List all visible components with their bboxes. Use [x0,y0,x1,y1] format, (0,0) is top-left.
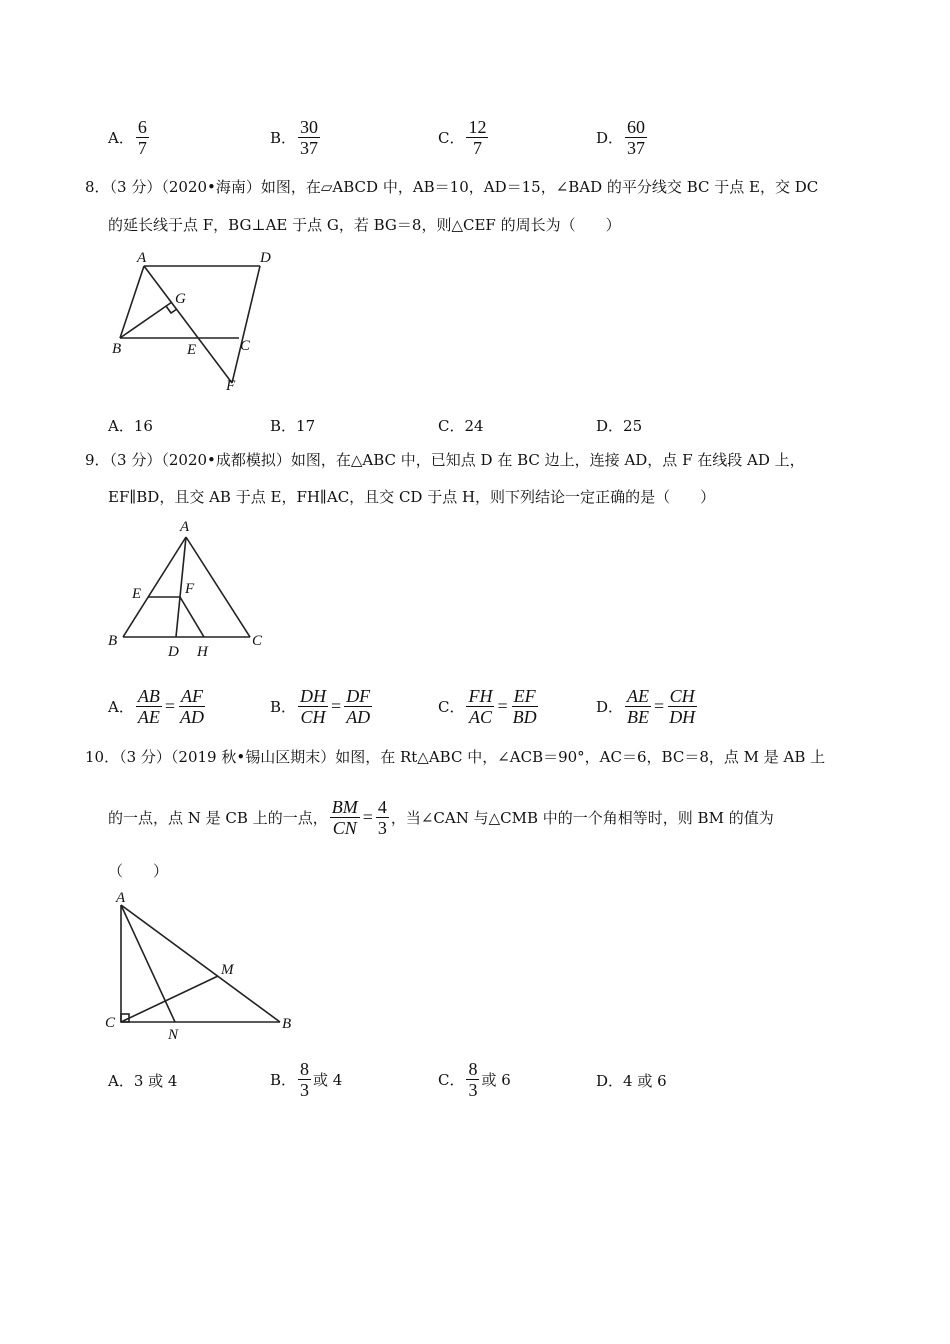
segment-dc-extended [232,266,260,383]
q7-option-b [270,117,322,158]
label-b: B [112,341,122,357]
fraction: $\frac{8}{3}$ [300,1059,310,1100]
q8-stem-line1: 8．（3 分）（2020•海南）如图，在▱ABCD 中，AB＝10，AD＝15，∠BAD 的平分线交 BC 于点 E，交 DC [85,178,819,196]
option-letter: D． [596,417,624,435]
option-letter: B． [270,129,297,147]
fraction: $\frac{AF}{AD}$ [180,686,204,727]
option-text: 25 [623,416,643,435]
option-letter: B． [270,1071,297,1089]
q9-stem-line2: EF∥BD，且交 AB 于点 E，FH∥AC，且交 CD 于点 H，则下列结论一定正确的是（ ） [108,488,716,506]
equals-sign: = [362,807,373,827]
option-letter: D． [596,1072,624,1090]
option-letter: B． [270,417,297,435]
fraction: $\frac{30}{37}$ [300,117,319,158]
q8-option-d [596,415,642,436]
q7-option-a [108,117,151,158]
fraction: $\frac{FH}{AC}$ [468,686,493,727]
label-c: C [252,633,263,649]
q10-stem-line2 [108,797,774,838]
fraction-4-3: $\frac{4}{3}$ [377,797,387,838]
fraction: $\frac{8}{3}$ [468,1059,478,1100]
label-b: B [282,1016,292,1032]
q8-parallelogram-figure [100,245,290,395]
option-letter: B． [270,698,297,716]
q7-option-c [438,117,490,158]
option-letter: C． [438,129,465,147]
q9-option-b [270,686,374,727]
q9-triangle-figure [100,515,275,665]
option-letter: A． [108,417,134,435]
equals-sign: = [497,696,508,716]
q9-stem-line1: 9．（3 分）（2020•成都模拟）如图，在△ABC 中，已知点 D 在 BC 边上，连接 AD，点 F 在线段 AD 上， [85,451,805,469]
option-letter: C． [438,417,465,435]
q10-option-b [270,1059,342,1100]
label-c: C [105,1015,116,1031]
option-letter: A． [108,129,134,147]
label-n: N [168,1027,179,1043]
q8-option-b [270,415,315,436]
q9-option-d [596,686,699,727]
stem-text: 的一点，点 N 是 CB 上的一点， [108,809,328,827]
option-letter: C． [438,1071,465,1089]
label-f: F [185,581,195,597]
segment-an [121,905,175,1022]
equals-sign: = [331,696,342,716]
fraction: $\frac{6}{7}$ [137,117,147,158]
segment-af [144,266,232,383]
q10-option-d [596,1070,667,1091]
segment-ab [120,266,144,338]
fraction: $\frac{12}{7}$ [468,117,487,158]
q8-option-a [108,415,153,436]
equals-sign: = [654,696,665,716]
option-letter: D． [596,129,624,147]
label-c: C [240,338,251,354]
label-d: D [168,644,179,660]
q9-option-a [108,686,208,727]
label-d: D [260,250,271,266]
fraction: $\frac{CH}{DH}$ [669,686,696,727]
q10-stem-line3: （ ） [108,862,169,880]
stem-text: ，当∠CAN 与△CMB 中的一个角相等时，则 BM 的值为 [390,809,774,827]
label-g: G [175,291,186,307]
q7-option-d [596,117,649,158]
fraction: $\frac{AB}{AE}$ [137,686,160,727]
q10-option-a [108,1070,177,1091]
option-text: 或 6 [481,1071,511,1089]
fraction-bm-cn: $\frac{BM}{CN}$ [331,797,358,838]
q8-option-c [438,415,484,436]
option-text: 或 4 [313,1071,343,1089]
option-letter: C． [438,698,465,716]
q10-option-c [438,1059,511,1100]
fraction: $\frac{60}{37}$ [627,117,646,158]
segment-bg [120,302,172,338]
fraction: $\frac{DF}{AD}$ [346,686,371,727]
option-letter: A． [108,1072,134,1090]
fraction: $\frac{EF}{BD}$ [512,686,537,727]
option-text: 16 [133,416,153,435]
label-e: E [132,586,142,602]
segment-ab [121,905,280,1022]
label-a: A [180,519,190,535]
q10-right-triangle-figure [100,888,300,1043]
option-text: 3 或 4 [133,1072,178,1090]
fraction: $\frac{AE}{BE}$ [627,686,650,727]
label-a: A [137,250,147,266]
label-m: M [221,962,234,978]
segment-cm [121,976,218,1022]
option-letter: A． [108,698,134,716]
segment-fh [180,597,204,637]
label-h: H [197,644,208,660]
option-text: 4 或 6 [623,1072,667,1090]
fraction: $\frac{DH}{CH}$ [300,686,327,727]
label-f: F [226,378,236,394]
label-a: A [116,890,126,906]
option-text: 24 [464,416,484,435]
q8-stem-line2: 的延长线于点 F，BG⊥AE 于点 G，若 BG＝8，则△CEF 的周长为（ ） [108,216,621,234]
q9-option-c [438,686,541,727]
option-text: 17 [296,416,316,435]
label-e: E [187,342,197,358]
label-b: B [108,633,118,649]
q10-stem-line1: 10．（3 分）（2019 秋•锡山区期末）如图，在 Rt△ABC 中，∠ACB＝90°，AC＝6，BC＝8，点 M 是 AB 上 [85,748,826,766]
equals-sign: = [164,696,175,716]
option-letter: D． [596,698,624,716]
